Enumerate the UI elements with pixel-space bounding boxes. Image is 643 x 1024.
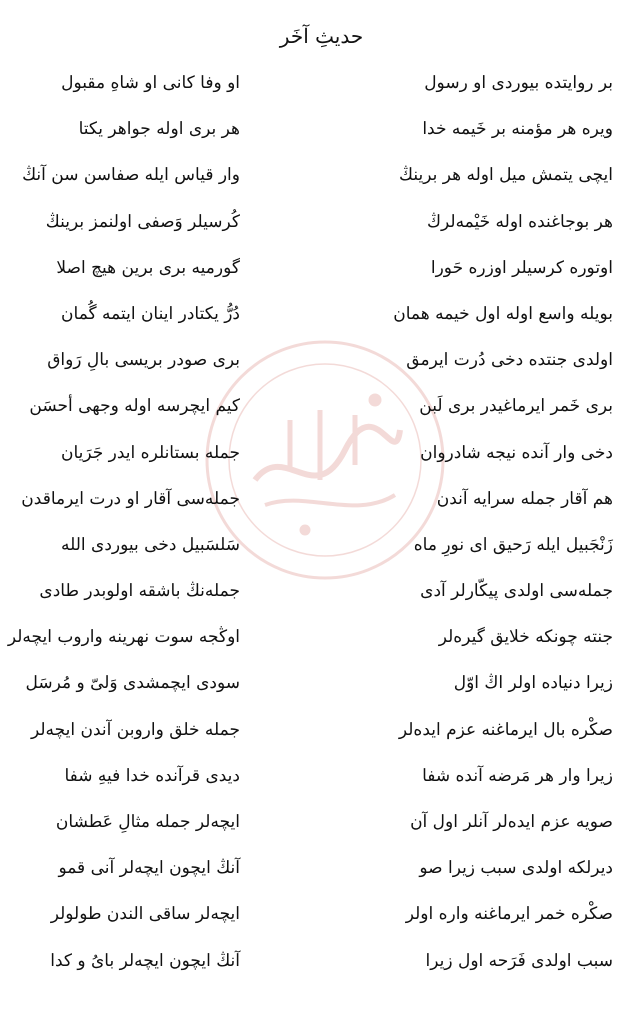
second-hemistich: آنڭ ایچون ایچه‌لر بایُ و کدا bbox=[50, 950, 240, 971]
second-hemistich: گورمیه بری برین هیچ اصلا bbox=[56, 257, 240, 278]
first-hemistich: زَنْجَبیل ایله رَحیق ای نورِ ماه bbox=[413, 534, 613, 555]
first-hemistich: بر روایتده بیوردی او رسول bbox=[424, 73, 613, 93]
couplet bbox=[0, 940, 643, 986]
second-hemistich: اوڭجه سوت نهرینه واروب ایچه‌لر bbox=[7, 627, 240, 648]
second-hemistich: بری صودر بریسی بالِ رَواق bbox=[47, 350, 240, 371]
couplet bbox=[0, 478, 643, 524]
couplet bbox=[0, 339, 643, 385]
couplet bbox=[0, 108, 643, 154]
couplet bbox=[0, 616, 643, 662]
couplet bbox=[0, 847, 643, 893]
couplet bbox=[0, 293, 643, 339]
second-hemistich: جمله‌سی آقار او درت ایرماقدن bbox=[21, 488, 240, 509]
first-hemistich: سبب اولدی فَرَحه اول زیرا bbox=[425, 950, 613, 971]
second-hemistich: سودی ایچمشدی وَلیّ و مُرسَل bbox=[25, 673, 240, 694]
first-hemistich: بویله واسع اوله اول خیمه همان bbox=[393, 303, 613, 324]
couplet bbox=[0, 801, 643, 847]
couplet bbox=[0, 247, 643, 293]
first-hemistich: جنته چونکه خلایق گیره‌لر bbox=[438, 627, 613, 648]
second-hemistich: دیدی قرآنده خدا فیهِ شفا bbox=[64, 765, 240, 786]
first-hemistich: صویه عزم ایده‌لر آنلر اول آن bbox=[410, 812, 613, 832]
first-hemistich: صکْره بال ایرماغنه عزم ایده‌لر bbox=[398, 719, 613, 740]
first-hemistich: زیرا دنیاده اولر اڭ اوّل bbox=[453, 673, 613, 694]
first-hemistich: هم آقار جمله سرایه آندن bbox=[436, 488, 613, 509]
first-hemistich: دیرلکه اولدی سبب زیرا صو bbox=[419, 858, 613, 879]
second-hemistich: جمله‌نڭ باشقه اولوبدر طادی bbox=[39, 581, 240, 602]
first-hemistich: ویره هر مؤمنه بر خَیمه خدا bbox=[422, 119, 613, 140]
second-hemistich: هر بری اوله جواهر یکتا bbox=[78, 119, 240, 140]
second-hemistich: سَلسَبیل دخی بیوردی الله bbox=[60, 534, 240, 555]
second-hemistich: دُرُّ یکتادر اینان ایتمه گُمان bbox=[61, 303, 240, 324]
second-hemistich: او وفا کانی او شاهِ مقبول bbox=[61, 73, 240, 93]
couplet bbox=[0, 709, 643, 755]
couplet bbox=[0, 62, 643, 108]
couplet bbox=[0, 755, 643, 801]
second-hemistich: ایچه‌لر جمله مثالِ عَطشان bbox=[55, 812, 240, 832]
second-hemistich: آنڭ ایچون ایچه‌لر آنی قمو bbox=[58, 858, 240, 879]
couplet bbox=[0, 385, 643, 431]
couplet bbox=[0, 201, 643, 247]
first-hemistich: ایچی یتمش میل اوله هر برینڭ bbox=[399, 165, 613, 186]
second-hemistich: کُرسیلر وَصفی اولنمز برینڭ bbox=[45, 211, 240, 232]
first-hemistich: اولدی جنتده دخی دُرت ایرمق bbox=[406, 350, 613, 371]
second-hemistich: کیم ایچرسه اوله وجهی أحسَن bbox=[29, 396, 240, 417]
couplet-list bbox=[0, 62, 643, 986]
second-hemistich: جمله خلق واروبن آندن ایچه‌لر bbox=[31, 719, 240, 740]
first-hemistich: صکْره خمر ایرماغنه واره اولر bbox=[405, 904, 613, 925]
first-hemistich: اوتوره کرسیلر اوزره حَورا bbox=[430, 257, 613, 278]
first-hemistich: جمله‌سی اولدی پیکّارلر آدی bbox=[420, 581, 613, 602]
couplet bbox=[0, 893, 643, 939]
second-hemistich: وار قیاس ایله صفاسن سن آنڭ bbox=[22, 165, 240, 186]
couplet bbox=[0, 154, 643, 200]
couplet bbox=[0, 432, 643, 478]
couplet bbox=[0, 662, 643, 708]
first-hemistich: بری خَمر ایرماغیدر بری لَبن bbox=[419, 396, 613, 417]
first-hemistich: دخی وار آنده نیجه شادروان bbox=[420, 442, 613, 463]
second-hemistich: ایچه‌لر ساقی الندن طولولر bbox=[50, 904, 240, 925]
couplet bbox=[0, 570, 643, 616]
couplet bbox=[0, 524, 643, 570]
second-hemistich: جمله بستانلره ایدر جَرَیان bbox=[60, 442, 240, 463]
first-hemistich: زیرا وار هر مَرضه آنده شفا bbox=[422, 765, 613, 786]
poem-title: حدیثِ آخَر bbox=[279, 24, 364, 48]
first-hemistich: هر بوجاغنده اوله خَیْمه‌لرڭ bbox=[427, 211, 613, 232]
